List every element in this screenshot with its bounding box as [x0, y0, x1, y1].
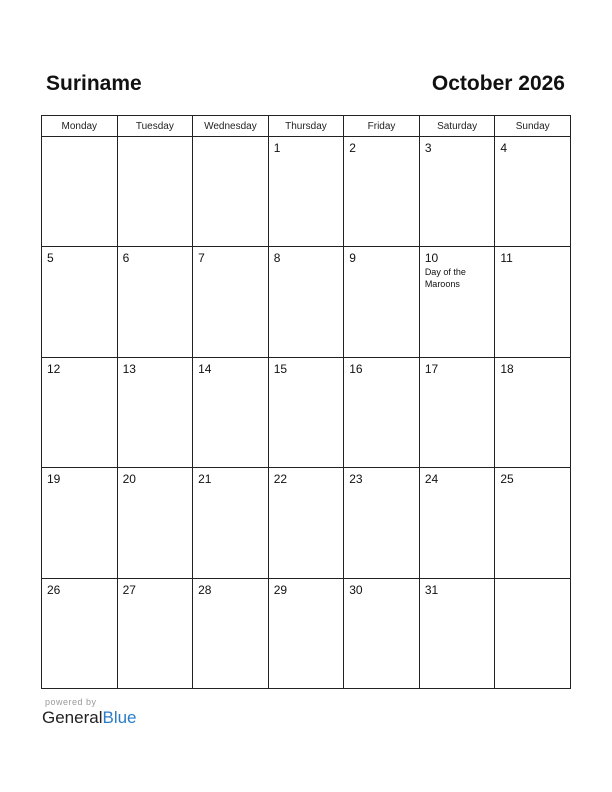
day-number: 9 — [349, 251, 356, 266]
day-number: 3 — [424, 141, 432, 155]
day-cell — [495, 468, 571, 578]
day-number: 29 — [273, 582, 288, 597]
country-title: Suriname — [46, 72, 142, 95]
day-cell — [42, 357, 118, 467]
day-number: 17 — [424, 361, 439, 376]
day-cell — [344, 357, 420, 467]
weekday-header: Monday — [42, 116, 118, 137]
day-cell — [268, 137, 344, 247]
day-cell — [495, 578, 571, 688]
day-number: 26 — [47, 582, 61, 597]
day-cell — [117, 357, 193, 467]
day-number: 5 — [47, 251, 54, 266]
brand-logo[interactable] — [42, 708, 137, 728]
day-number: 6 — [122, 251, 130, 266]
day-number: 20 — [122, 472, 136, 487]
day-cell — [193, 468, 269, 578]
weekday-header: Thursday — [268, 116, 344, 137]
day-number: 8 — [273, 251, 281, 266]
weekday-header: Saturday — [419, 116, 495, 137]
day-number: 21 — [198, 472, 212, 487]
day-number: 22 — [273, 472, 288, 487]
day-number: 23 — [349, 472, 363, 487]
day-number: 24 — [424, 472, 439, 487]
day-cell — [117, 468, 193, 578]
week-row — [42, 468, 571, 578]
day-number: 30 — [349, 582, 363, 597]
week-row — [42, 137, 571, 247]
day-cell — [117, 137, 193, 247]
day-cell — [193, 137, 269, 247]
footer-branding — [42, 697, 137, 728]
day-number: 27 — [122, 582, 136, 597]
day-cell — [42, 137, 118, 247]
day-cell — [419, 247, 495, 357]
day-cell — [117, 578, 193, 688]
day-number: 16 — [349, 361, 363, 376]
day-cell — [344, 137, 420, 247]
day-cell — [344, 247, 420, 357]
day-number: 18 — [500, 361, 514, 376]
day-number: 1 — [273, 141, 281, 155]
day-number: 12 — [47, 361, 61, 376]
day-number: 28 — [198, 582, 212, 597]
day-cell — [344, 578, 420, 688]
day-cell — [42, 468, 118, 578]
day-cell — [268, 357, 344, 467]
weekday-header: Sunday — [495, 116, 571, 137]
day-cell — [42, 247, 118, 357]
day-number: 15 — [273, 361, 288, 376]
weekday-header: Tuesday — [117, 116, 193, 137]
day-cell — [117, 247, 193, 357]
day-number: 4 — [500, 141, 508, 155]
day-number: 31 — [424, 582, 439, 597]
weekday-header: Wednesday — [193, 116, 269, 137]
day-number: 11 — [500, 251, 513, 266]
day-cell — [344, 468, 420, 578]
holiday-label: Day of the Maroons — [424, 267, 466, 290]
powered-by-text: powered by — [45, 697, 97, 707]
calendar-grid — [41, 115, 571, 689]
day-number: 14 — [198, 361, 212, 376]
weekday-header-row — [42, 116, 571, 137]
day-cell — [193, 578, 269, 688]
day-cell — [268, 468, 344, 578]
week-row — [42, 357, 571, 467]
day-number: 13 — [122, 361, 136, 376]
day-cell — [495, 357, 571, 467]
day-number: 7 — [198, 251, 205, 266]
week-row — [42, 247, 571, 357]
day-cell — [419, 137, 495, 247]
day-cell — [268, 247, 344, 357]
day-cell — [193, 357, 269, 467]
month-year-title: October 2026 — [431, 72, 565, 95]
day-number: 25 — [500, 472, 514, 487]
week-row — [42, 578, 571, 688]
day-cell — [419, 578, 495, 688]
day-number: 10 — [424, 251, 439, 266]
day-cell — [419, 357, 495, 467]
day-number: 2 — [349, 141, 356, 155]
brand-blue-text: Blue — [102, 708, 137, 727]
day-number: 19 — [47, 472, 61, 487]
weekday-header: Friday — [344, 116, 420, 137]
day-cell — [495, 137, 571, 247]
day-cell — [495, 247, 571, 357]
brand-general-text: General — [42, 708, 103, 727]
day-cell — [193, 247, 269, 357]
day-cell — [42, 578, 118, 688]
day-cell — [268, 578, 344, 688]
day-cell — [419, 468, 495, 578]
